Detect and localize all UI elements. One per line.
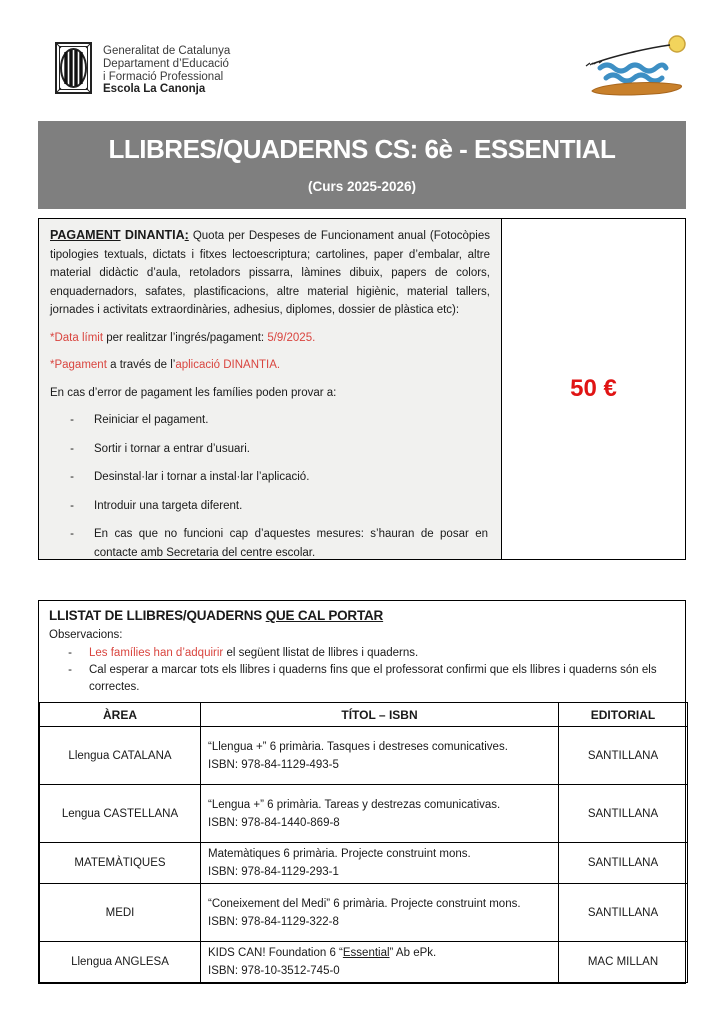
bullet-text: Sortir i tornar a entrar d’usuari. [94, 442, 250, 455]
method-label: *Pagament [50, 359, 107, 371]
booklist-title [49, 607, 675, 624]
payment-section [38, 218, 686, 560]
payment-method-line [50, 356, 490, 375]
bullet-text: Cal esperar a marcar tots els llibres i quaderns fins que el professorat confirmi que els llibres i quaderns són els correctes. [89, 664, 657, 693]
bullet-text: Introduir una targeta diferent. [94, 499, 243, 512]
editorial-cell: SANTILLANA [559, 884, 688, 942]
payment-intro-paragraph [50, 226, 490, 320]
payment-heading-colon: : [184, 228, 189, 242]
list-item [51, 645, 673, 662]
payment-error-intro: En cas d’error de pagament les famílies poden provar a: [50, 386, 337, 399]
bullet-text: Reiniciar el pagament. [94, 414, 209, 426]
observations-label: Observacions: [49, 629, 123, 641]
payment-intro-text: Quota per Despeses de Funcionament anual (Fotocòpies tipologies textuals, dictats i fitxes lectoescriptura; cartolines, paper d’embalar, altre material didàctic d’aula, retoladors pissarra, làmines dibuix, papers de colors, enquadernadors, safates, plastificacions, altre material higiènic, material tallers, jornades i activitats extraordinàries, adhesius, diplomes, dossier de plàstica etc): [50, 230, 490, 316]
bullet-text: En cas que no funcioni cap d’aquestes mesures: s’hauran de posar en contacte amb Secretaria del centre escolar. [94, 528, 488, 559]
title-isbn-cell [201, 884, 559, 942]
area-cell: Llengua ANGLESA [40, 942, 201, 983]
booklist-title-plain: LLISTAT DE LLIBRES/QUADERNS [49, 608, 266, 623]
book-title: Matemàtiques 6 primària. Projecte construint mons. [208, 848, 471, 860]
title-isbn-cell [201, 727, 559, 785]
org-text-block [103, 42, 230, 96]
payment-troubleshoot-list [50, 411, 490, 562]
book-title [208, 944, 551, 962]
bullet-dash: - [68, 664, 72, 676]
book-isbn: ISBN: 978-84-1440-869-8 [208, 816, 340, 829]
title-banner [38, 121, 686, 209]
bullet-text: Desinstal·lar i tornar a instal·lar l’aplicació. [94, 471, 310, 483]
org-line-1: Generalitat de Catalunya [103, 45, 231, 57]
booklist-header-area [39, 601, 685, 702]
org-identity [55, 42, 230, 96]
booklist-section [38, 600, 686, 984]
area-cell: Llengua CATALANA [40, 727, 201, 785]
bullet-text [89, 645, 673, 662]
generalitat-coat-of-arms-icon [55, 42, 92, 94]
deadline-text: per realitzar l’ingrés/pagament: [103, 331, 268, 344]
book-isbn: ISBN: 978-84-1129-293-1 [208, 866, 339, 878]
school-name: Escola La Canonja [103, 83, 206, 96]
bullet-dash: - [70, 442, 74, 455]
payment-amount: 50 € [570, 375, 617, 402]
area-cell: Lengua CASTELLANA [40, 785, 201, 843]
editorial-cell: SANTILLANA [559, 785, 688, 843]
column-header-area: ÀREA [40, 703, 201, 727]
book-title: “Coneixement del Medi” 6 primària. Projecte construint mons. [208, 897, 521, 910]
bullet-dash: - [70, 499, 74, 512]
book-isbn: ISBN: 978-84-1129-322-8 [208, 915, 339, 928]
payment-details-cell [39, 219, 502, 559]
list-item [50, 411, 490, 430]
booklist-table [39, 702, 688, 983]
list-item [50, 497, 490, 516]
table-header-row [40, 703, 688, 727]
table-row [40, 785, 688, 843]
document-title: LLIBRES/QUADERNS CS: 6è - ESSENTIAL [108, 134, 616, 164]
obs1-black: el següent llistat de llibres i quaderns. [223, 647, 419, 659]
org-line-3: i Formació Professional [103, 70, 224, 83]
list-item [50, 468, 490, 487]
title-isbn-cell [201, 785, 559, 843]
editorial-cell: SANTILLANA [559, 727, 688, 785]
bullet-dash: - [70, 414, 74, 426]
school-logo-icon [578, 33, 696, 97]
bullet-dash: - [68, 647, 72, 659]
list-item [50, 525, 490, 562]
table-row [40, 727, 688, 785]
book-isbn: ISBN: 978-10-3512-745-0 [208, 965, 340, 977]
obs1-red: Les famílies han d’adquirir [89, 647, 224, 659]
area-cell: MEDI [40, 884, 201, 942]
payment-heading-app: DINANTIA [120, 228, 185, 242]
deadline-date: 5/9/2025. [267, 331, 316, 344]
title-underlined: Essential [342, 947, 390, 959]
table-row [40, 884, 688, 942]
editorial-cell: MAC MILLAN [559, 942, 688, 983]
area-cell: MATEMÀTIQUES [40, 843, 201, 884]
list-item [51, 662, 673, 696]
method-app: aplicació DINANTIA. [175, 359, 281, 371]
deadline-label: *Data límit [50, 331, 104, 344]
editorial-cell: SANTILLANA [559, 843, 688, 884]
title-post: ” Ab ePk. [389, 947, 437, 959]
list-item [50, 440, 490, 459]
table-row [40, 942, 688, 983]
bullet-dash: - [70, 471, 74, 483]
payment-amount-cell [502, 219, 685, 559]
title-pre: KIDS CAN! Foundation 6 “ [208, 947, 343, 959]
booklist-title-underlined: QUE CAL PORTAR [265, 608, 384, 623]
column-header-title-isbn: TÍTOL – ISBN [201, 703, 559, 727]
title-isbn-cell [201, 843, 559, 884]
book-isbn: ISBN: 978-84-1129-493-5 [208, 758, 339, 771]
bullet-dash: - [70, 528, 74, 540]
observations-list [49, 645, 675, 698]
book-title: “Llengua +” 6 primària. Tasques i destreses comunicatives. [208, 740, 508, 753]
payment-deadline-line [50, 329, 490, 348]
title-isbn-cell [201, 942, 559, 983]
method-text: a través de l’ [106, 359, 176, 371]
column-header-editorial: EDITORIAL [559, 703, 688, 727]
table-row [40, 843, 688, 884]
payment-heading-word: PAGAMENT [50, 228, 121, 242]
book-title: “Lengua +” 6 primària. Tareas y destrezas comunicativas. [208, 798, 501, 811]
course-year: (Curs 2025-2026) [307, 179, 417, 194]
org-line-2: Departament d’Educació [103, 57, 229, 70]
